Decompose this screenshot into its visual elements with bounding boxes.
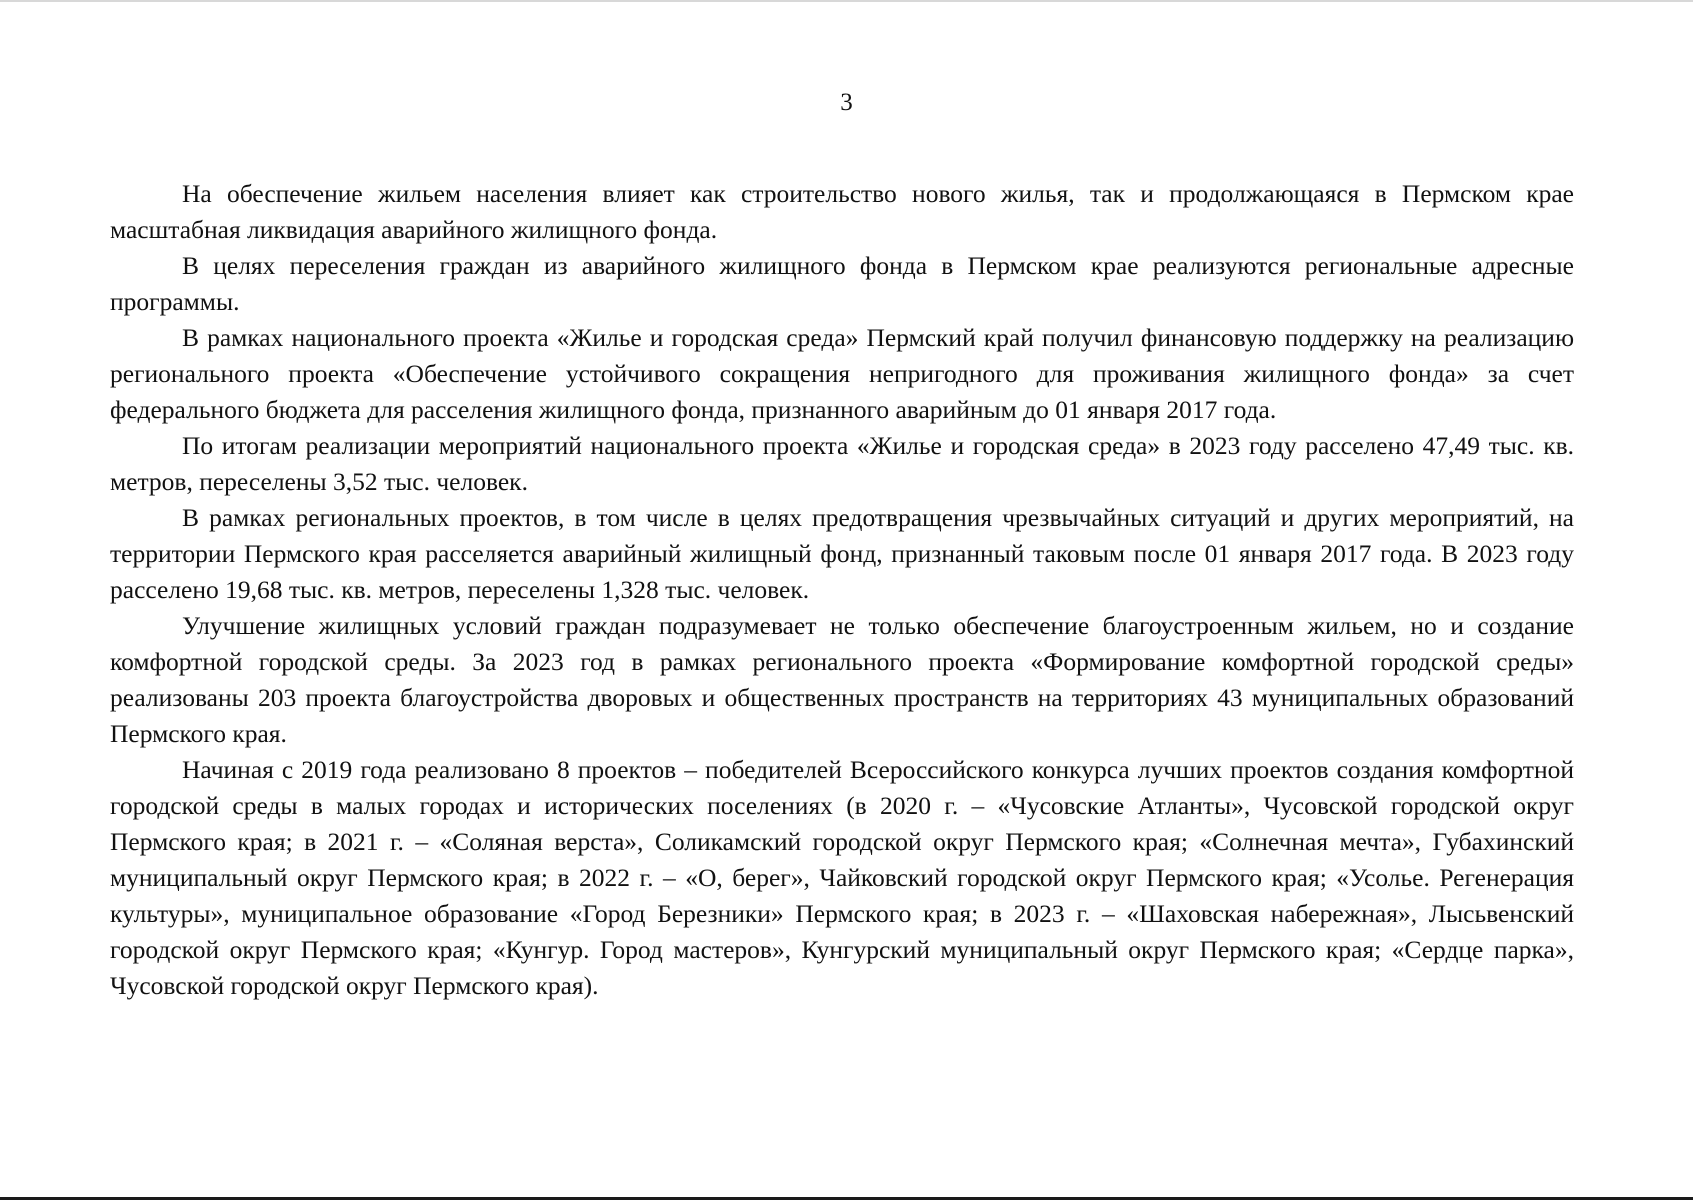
- paragraph-urban-environment: Улучшение жилищных условий граждан подразумевает не только обеспечение благоустроенным жильем, но и создание комфортной городской среды. За 2023 год в рамках регионального проекта «Формирование комфортной городской среды» реализованы 203 проекта благоустройства дворовых и общественных пространств на территориях 43 муниципальных образований Пермского края.: [110, 611, 1574, 748]
- paragraph-resettlement-programs: В целях переселения граждан из аварийного жилищного фонда в Пермском крае реализуются региональные адресные программы.: [110, 251, 1574, 316]
- paragraph-national-project-results: По итогам реализации мероприятий национального проекта «Жилье и городская среда» в 2023 году расселено 47,49 тыс. кв. метров, переселены 3,52 тыс. человек.: [110, 431, 1574, 496]
- document-body: [110, 176, 1574, 1004]
- paragraph-competition-winners: Начиная с 2019 года реализовано 8 проектов – победителей Всероссийского конкурса лучших проектов создания комфортной городской среды в малых городах и исторических поселениях (в 2020 г. – «Чусовские Атланты», Чусовской городской округ Пермского края; в 2021 г. – «Соляная верста», Соликамский городской округ Пермского края; «Солнечная мечта», Губахинский муниципальный округ Пермского края; в 2022 г. – «О, берег», Чайковский городской округ Пермского края; «Усолье. Регенерация культуры», муниципальное образование «Город Березники» Пермского края; в 2023 г. – «Шаховская набережная», Лысьвенский городской округ Пермского края; «Кунгур. Город мастеров», Кунгурский муниципальный округ Пермского края; «Сердце парка», Чусовской городской округ Пермского края).: [110, 755, 1574, 1000]
- page-number: 3: [840, 89, 853, 116]
- paragraph-national-project-support: В рамках национального проекта «Жилье и городская среда» Пермский край получил финансовую поддержку на реализацию регионального проекта «Обеспечение устойчивого сокращения непригодного для проживания жилищного фонда» за счет федерального бюджета для расселения жилищного фонда, признанного аварийным до 01 января 2017 года.: [110, 323, 1574, 424]
- paragraph-housing-provision: На обеспечение жильем населения влияет как строительство нового жилья, так и продолжающаяся в Пермском крае масштабная ликвидация аварийного жилищного фонда.: [110, 179, 1574, 244]
- scan-edge-top: [0, 0, 1693, 2]
- paragraph-regional-projects: В рамках региональных проектов, в том числе в целях предотвращения чрезвычайных ситуаций и других мероприятий, на территории Пермского края расселяется аварийный жилищный фонд, признанный таковым после 01 января 2017 года. В 2023 году расселено 19,68 тыс. кв. метров, переселены 1,328 тыс. человек.: [110, 503, 1574, 604]
